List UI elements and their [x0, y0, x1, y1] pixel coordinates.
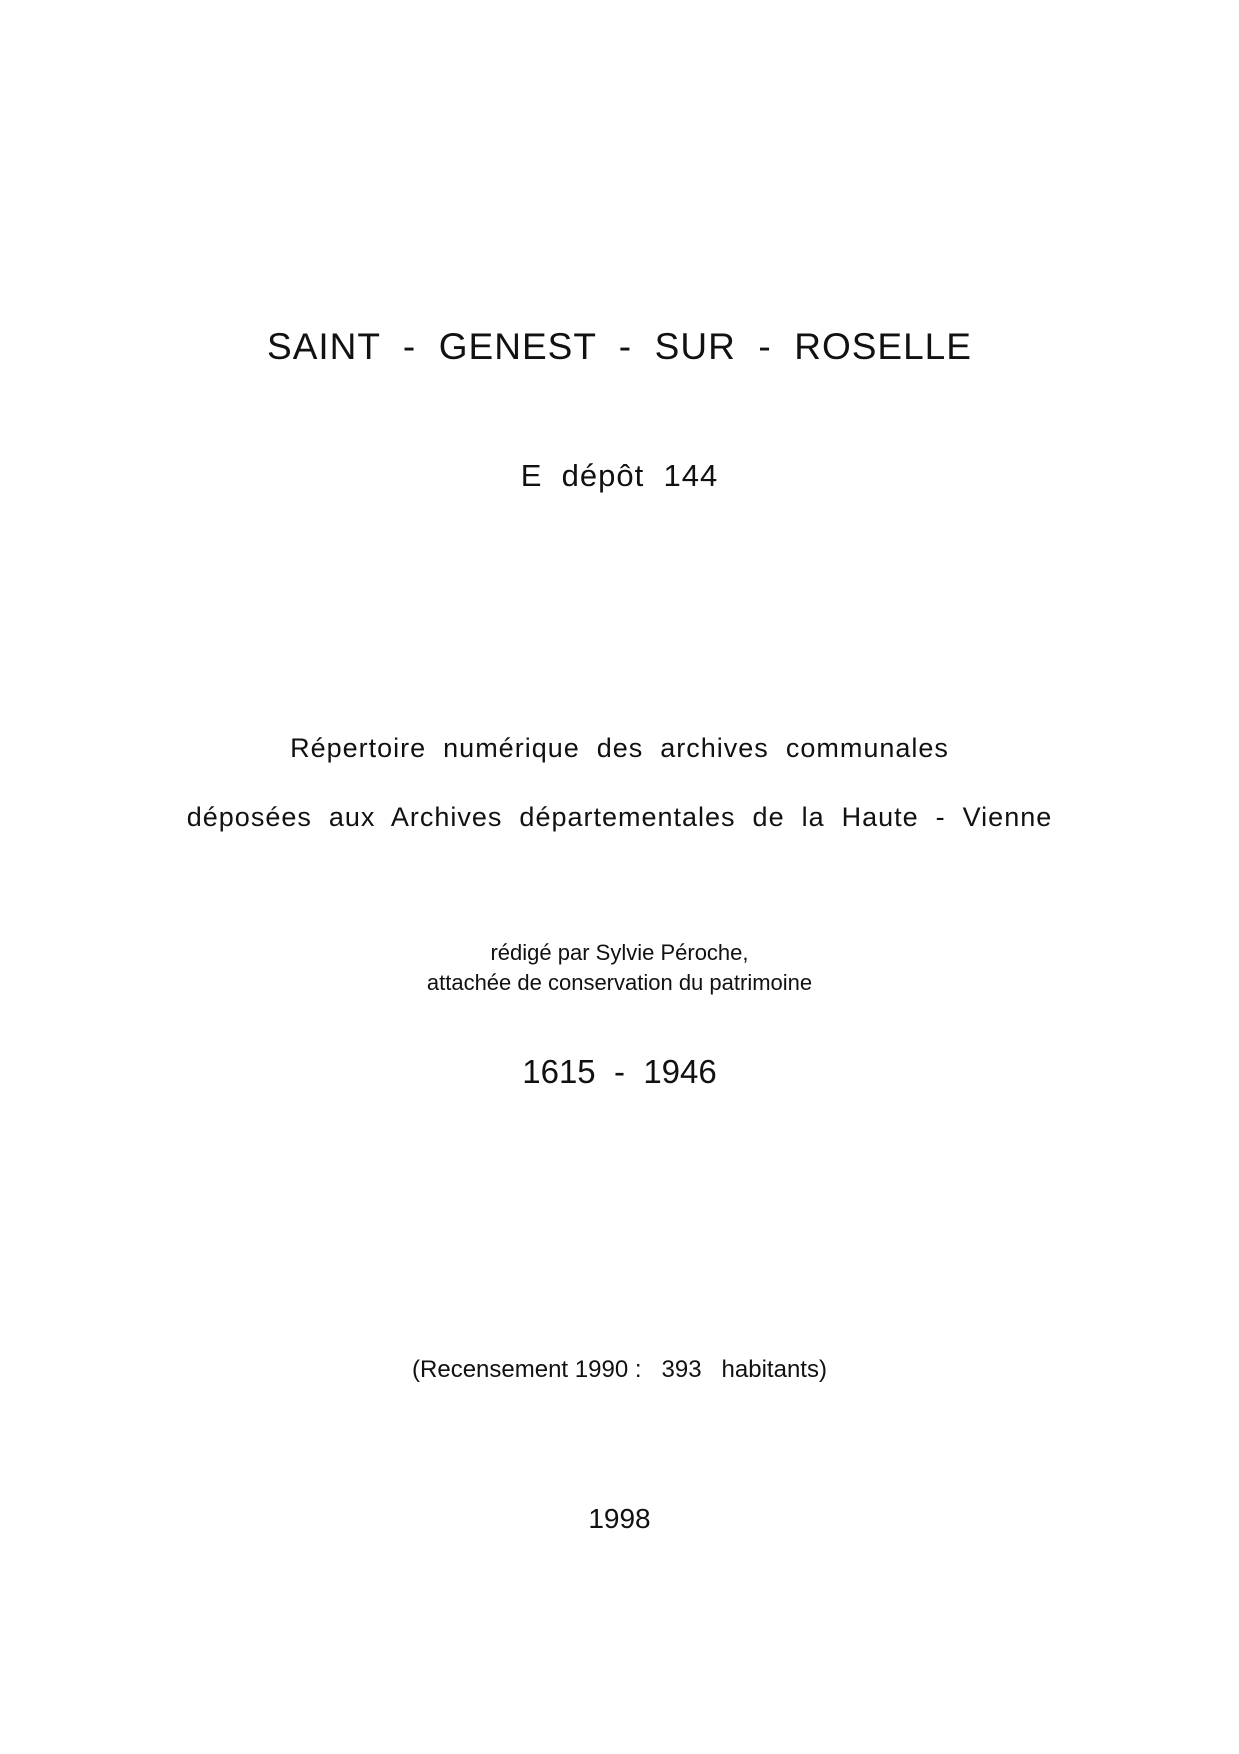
description-line-1: Répertoire numérique des archives communales: [290, 733, 949, 763]
author-line-2: attachée de conservation du patrimoine: [426, 970, 813, 995]
publication-year: 1998: [588, 1503, 651, 1534]
date-range: 1615 - 1946: [522, 1053, 717, 1090]
author-line-1: rédigé par Sylvie Péroche,: [490, 940, 749, 965]
commune-title: SAINT - GENEST - SUR - ROSELLE: [267, 326, 972, 367]
depot-reference: E dépôt 144: [520, 458, 719, 493]
description-line-2: déposées aux Archives départementales de la Haute - Vienne: [186, 802, 1053, 832]
census-note: (Recensement 1990 : 393 habitants): [412, 1356, 827, 1383]
